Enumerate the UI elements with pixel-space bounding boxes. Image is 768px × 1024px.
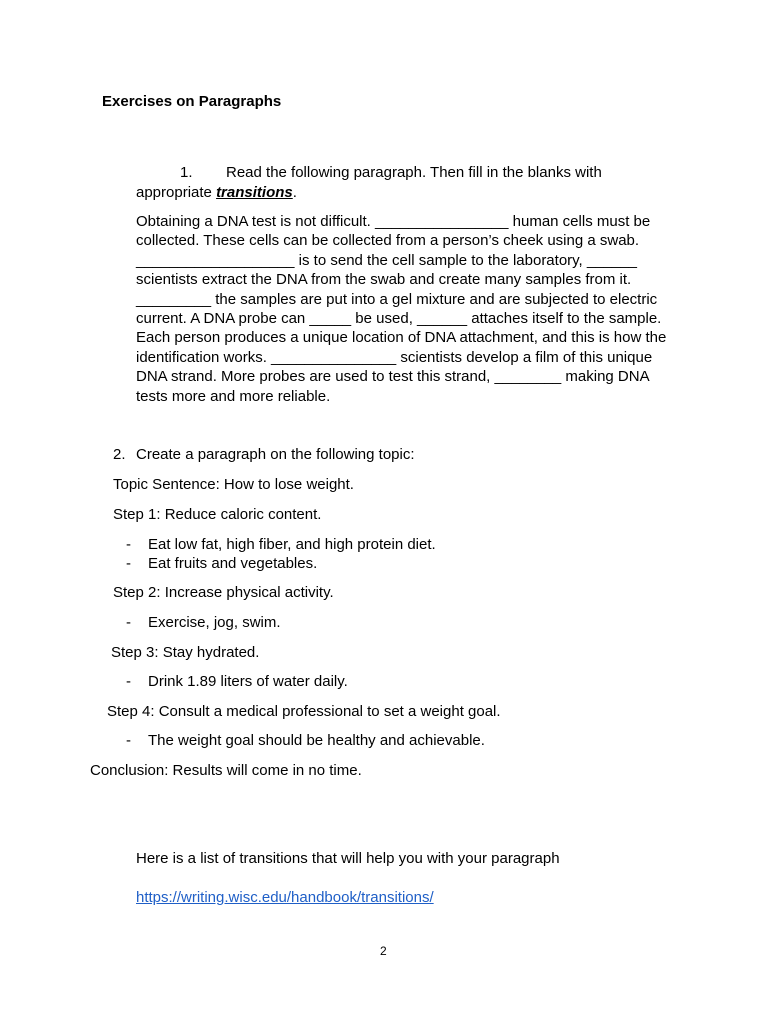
paragraph-line: Each person produces a unique location of DNA attachment, and this is how the [136, 329, 667, 347]
step-3-bullet: Drink 1.89 liters of water daily. [148, 673, 348, 690]
step-1-bullet: Eat low fat, high fiber, and high protein diet. [148, 536, 436, 553]
q1-line2-suffix: . [292, 184, 297, 201]
step-3: Step 3: Stay hydrated. [111, 644, 260, 661]
conclusion: Conclusion: Results will come in no time. [90, 762, 362, 779]
fill-in-paragraph [136, 212, 676, 406]
paragraph-line: _________ the samples are put into a gel mixture and are subjected to electric [136, 290, 658, 308]
page-number: 2 [380, 944, 387, 958]
bullet-dash: - [126, 673, 131, 690]
question-2-text: Create a paragraph on the following topic: [136, 446, 415, 463]
step-4: Step 4: Consult a medical professional to set a weight goal. [107, 703, 501, 720]
paragraph-line: ___________________ is to send the cell sample to the laboratory, ______ [136, 251, 637, 269]
paragraph-line: DNA strand. More probes are used to test this strand, ________ making DNA [136, 368, 650, 386]
paragraph-line: Obtaining a DNA test is not difficult. ________________ human cells must be [136, 213, 651, 230]
document-title: Exercises on Paragraphs [102, 93, 282, 110]
question-1-text: Read the following paragraph. Then fill in the blanks with [226, 164, 602, 181]
question-2-number: 2. [113, 446, 126, 463]
transitions-link[interactable]: https://writing.wisc.edu/handbook/transitions/ [136, 889, 434, 906]
paragraph-line: collected. These cells can be collected from a person’s cheek using a swab. [136, 232, 640, 250]
transitions-emphasis: transitions [216, 184, 293, 201]
question-1-line2 [136, 184, 297, 201]
bullet-dash: - [126, 614, 131, 631]
step-2: Step 2: Increase physical activity. [113, 584, 334, 601]
transitions-note: Here is a list of transitions that will help you with your paragraph [136, 850, 560, 867]
step-2-bullet: Exercise, jog, swim. [148, 614, 281, 631]
q1-line2-prefix: appropriate [136, 184, 217, 201]
paragraph-line: current. A DNA probe can _____ be used, ______ attaches itself to the sample. [136, 310, 662, 328]
bullet-dash: - [126, 555, 131, 572]
question-2 [113, 446, 415, 463]
paragraph-line: scientists extract the DNA from the swab and create many samples from it. [136, 271, 632, 289]
bullet-dash: - [126, 732, 131, 749]
question-1-number: 1. [180, 164, 193, 181]
bullet-dash: - [126, 536, 131, 553]
step-1: Step 1: Reduce caloric content. [113, 506, 322, 523]
paragraph-line: tests more and more reliable. [136, 387, 331, 405]
step-1-bullet: Eat fruits and vegetables. [148, 555, 318, 572]
paragraph-line: identification works. _______________ scientists develop a film of this unique [136, 348, 653, 366]
step-4-bullet: The weight goal should be healthy and achievable. [148, 732, 485, 749]
topic-sentence: Topic Sentence: How to lose weight. [113, 476, 354, 493]
